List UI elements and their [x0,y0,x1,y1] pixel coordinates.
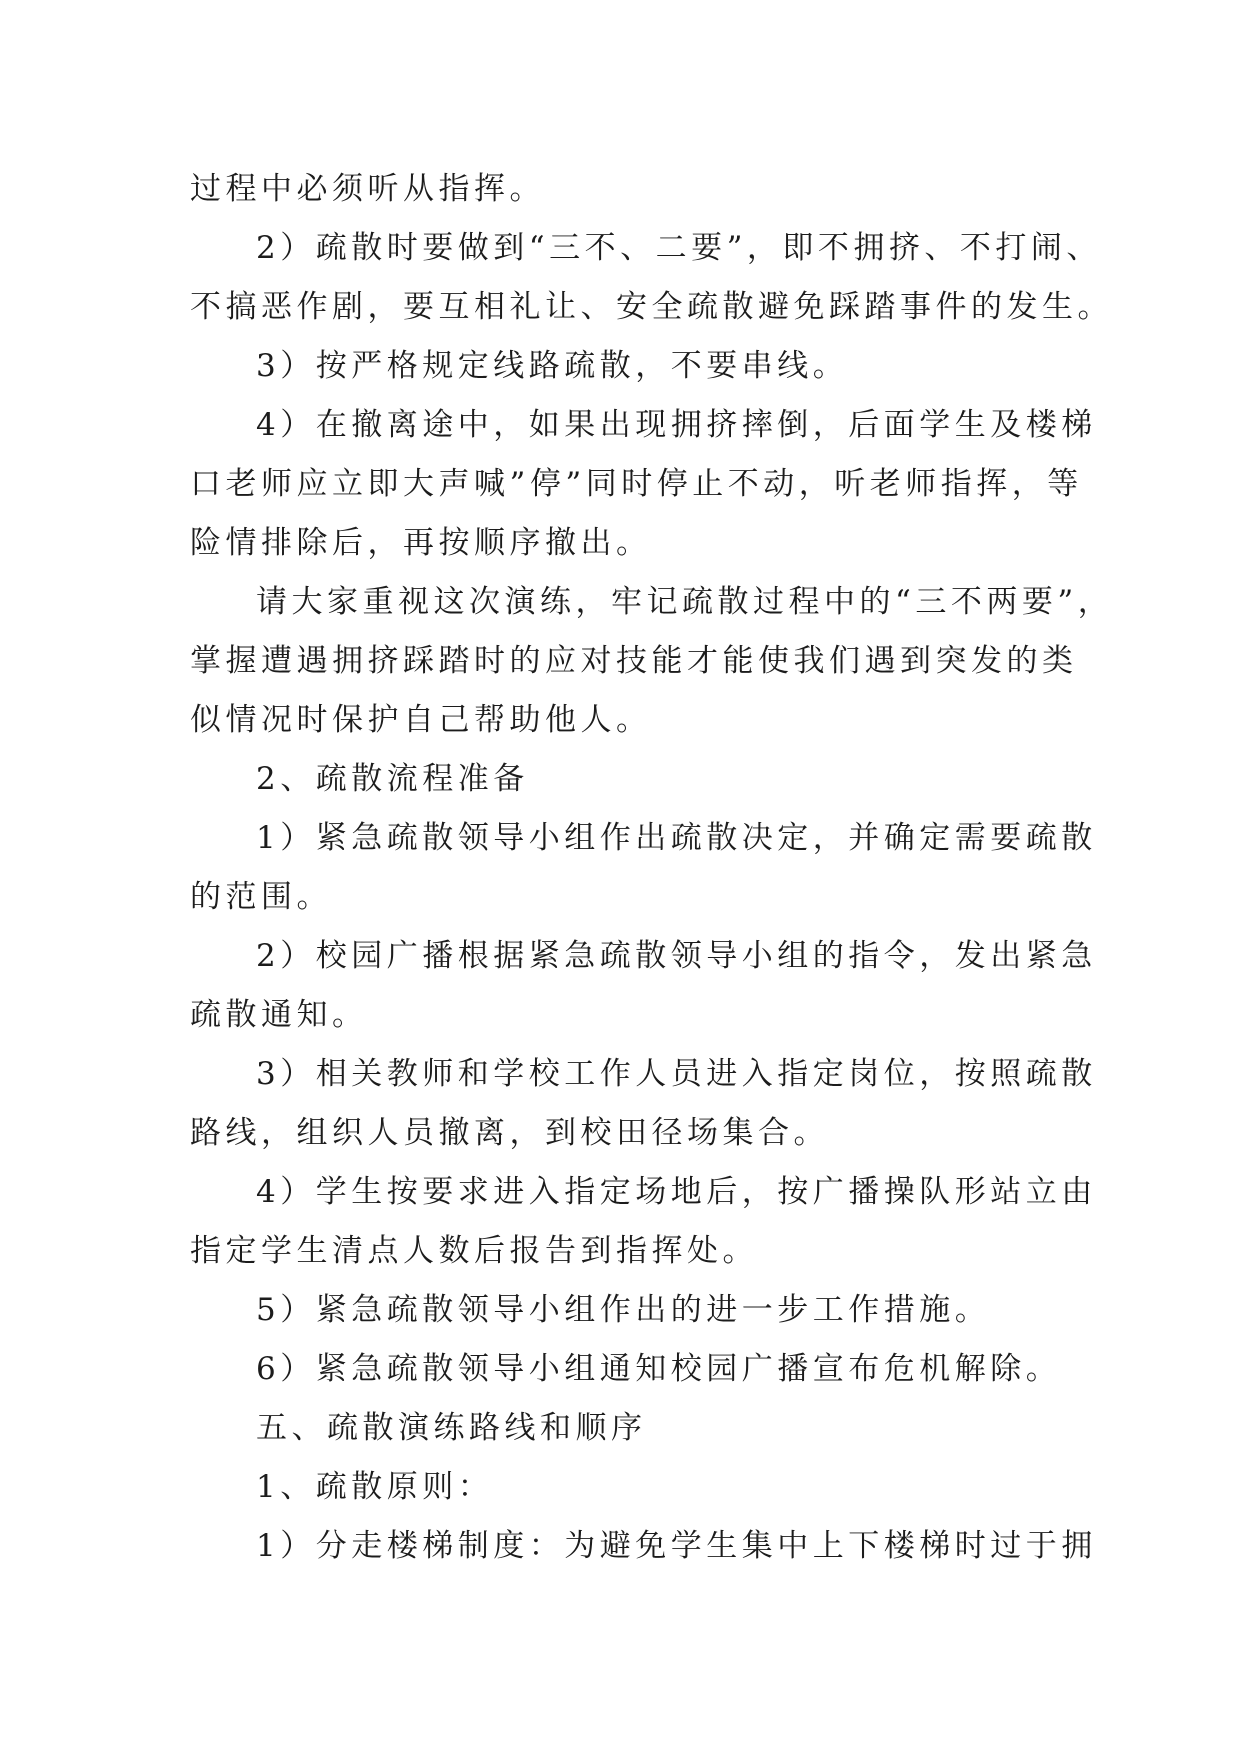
text-line-5: 4）在撤离途中，如果出现拥挤摔倒，后面学生及楼梯 [256,407,1097,443]
section-heading-route-order: 五、疏散演练路线和顺序 [256,1410,647,1446]
text-line-12: 1）紧急疏散领导小组作出疏散决定，并确定需要疏散 [256,820,1097,856]
text-line-17: 路线，组织人员撤离，到校田径场集合。 [190,1115,829,1151]
text-line-4: 3）按严格规定线路疏散，不要串线。 [256,348,849,384]
text-line-1: 过程中必须听从指挥。 [190,171,545,207]
text-line-21: 6）紧急疏散领导小组通知校园广播宣布危机解除。 [256,1351,1062,1387]
text-line-13: 的范围。 [190,879,332,915]
text-line-16: 3）相关教师和学校工作人员进入指定岗位，按照疏散 [256,1056,1097,1092]
text-line-24: 1）分走楼梯制度：为避免学生集中上下楼梯时过于拥 [256,1528,1097,1564]
text-line-7: 险情排除后，再按顺序撤出。 [190,525,652,561]
text-line-19: 指定学生清点人数后报告到指挥处。 [190,1233,758,1269]
text-line-18: 4）学生按要求进入指定场地后，按广播操队形站立由 [256,1174,1097,1210]
text-line-10: 似情况时保护自己帮助他人。 [190,702,652,738]
text-line-3: 不搞恶作剧，要互相礼让、安全疏散避免踩踏事件的发生。 [190,289,1113,325]
text-line-20: 5）紧急疏散领导小组作出的进一步工作措施。 [256,1292,991,1328]
text-line-8: 请大家重视这次演练，牢记疏散过程中的“三不两要”， [256,584,1114,620]
section-heading-principles: 1、疏散原则： [256,1469,494,1505]
text-line-2: 2）疏散时要做到“三不、二要”，即不拥挤、不打闹、 [256,230,1102,266]
document-body [190,160,1114,1576]
text-line-14: 2）校园广播根据紧急疏散领导小组的指令，发出紧急 [256,938,1097,974]
text-line-9: 掌握遭遇拥挤踩踏时的应对技能才能使我们遇到突发的类 [190,643,1078,679]
text-line-6: 口老师应立即大声喊”停”同时停止不动，听老师指挥，等 [190,466,1083,502]
text-line-15: 疏散通知。 [190,997,368,1033]
section-heading-evacuation-process: 2、疏散流程准备 [256,761,529,797]
